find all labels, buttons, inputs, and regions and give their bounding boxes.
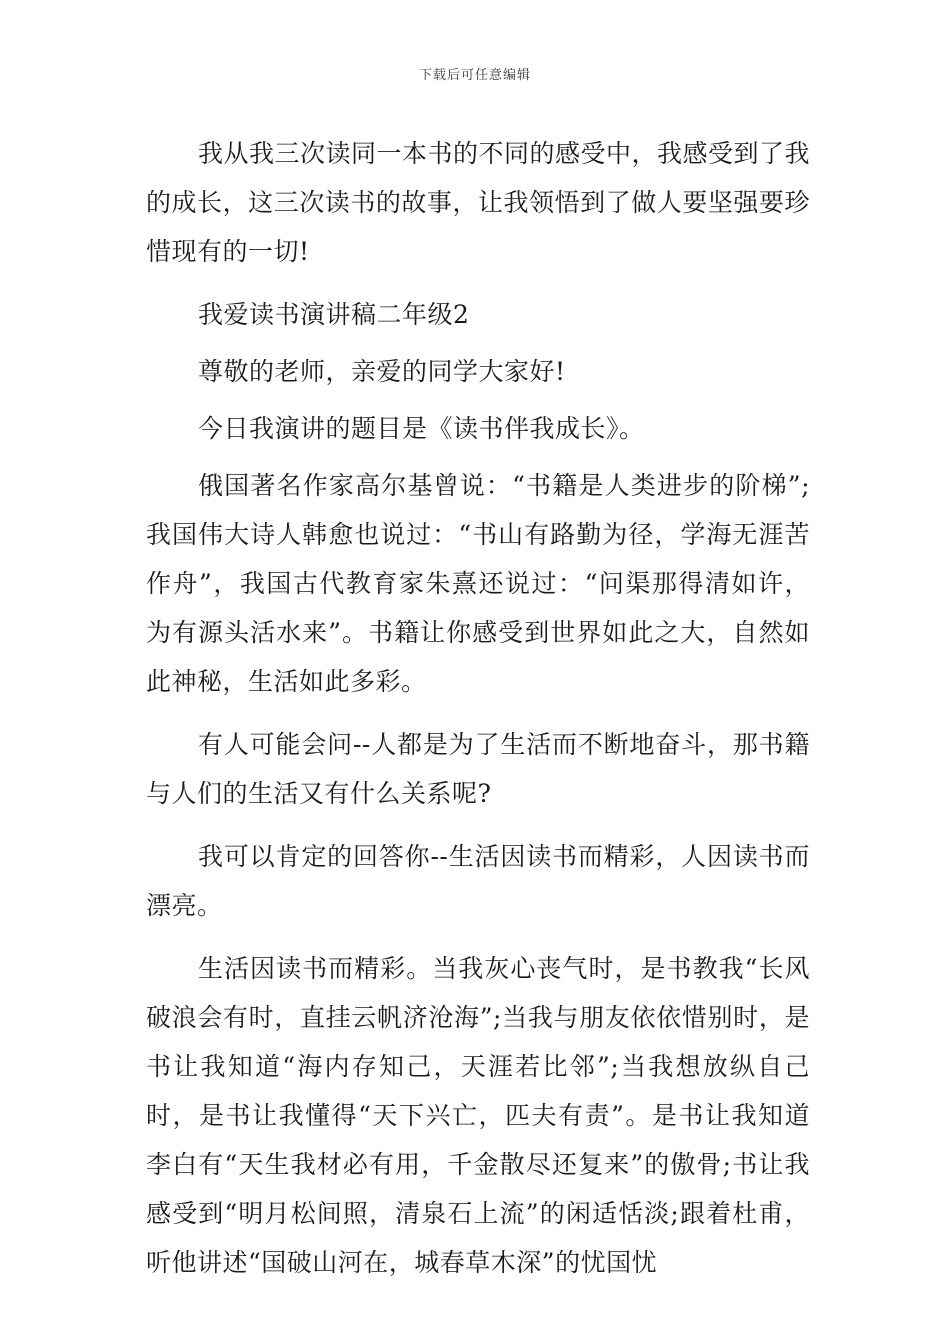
greeting-paragraph: 尊敬的老师，亲爱的同学大家好! (198, 357, 566, 386)
paragraph-question: 有人可能会问--人都是为了生活而不断地奋斗，那书籍与人们的生活又有什么关系呢? (146, 730, 810, 808)
document-body (146, 129, 810, 1301)
paragraph-life-reading: 生活因读书而精彩。当我灰心丧气时，是书教我“长风破浪会有时，直挂云帆济沧海”;当我与朋友依依惜别时，是书让我知道“海内存知己，天涯若比邻”;当我想放纵自己时，是书让我懂得“天下兴亡，匹夫有责”。是书让我知道李白有“天生我材必有用，千金散尽还复来”的傲骨;书让我感受到“明月松间照，清泉石上流”的闲适恬淡;跟着杜甫，听他讲述“国破山河在，城春草木深”的忧国忧 (146, 954, 810, 1277)
paragraph-quotes: 俄国著名作家高尔基曾说：“书籍是人类进步的阶梯”;我国伟大诗人韩愈也说过：“书山有路勤为径，学海无涯苦作舟”，我国古代教育家朱熹还说过：“问渠那得清如许，为有源头活水来”。书籍让你感受到世界如此之大，自然如此神秘，生活如此多彩。 (146, 471, 810, 696)
paragraph-answer: 我可以肯定的回答你--生活因读书而精彩，人因读书而漂亮。 (146, 842, 810, 920)
topic-paragraph: 今日我演讲的题目是《读书伴我成长》。 (198, 414, 645, 443)
page-header-note: 下载后可任意编辑 (418, 68, 531, 83)
paragraph-reflection: 我从我三次读同一本书的不同的感受中，我感受到了我的成长，这三次读书的故事，让我领悟到了做人要坚强要珍惜现有的一切! (146, 139, 811, 266)
speech-title: 我爱读书演讲稿二年级2 (198, 300, 470, 329)
